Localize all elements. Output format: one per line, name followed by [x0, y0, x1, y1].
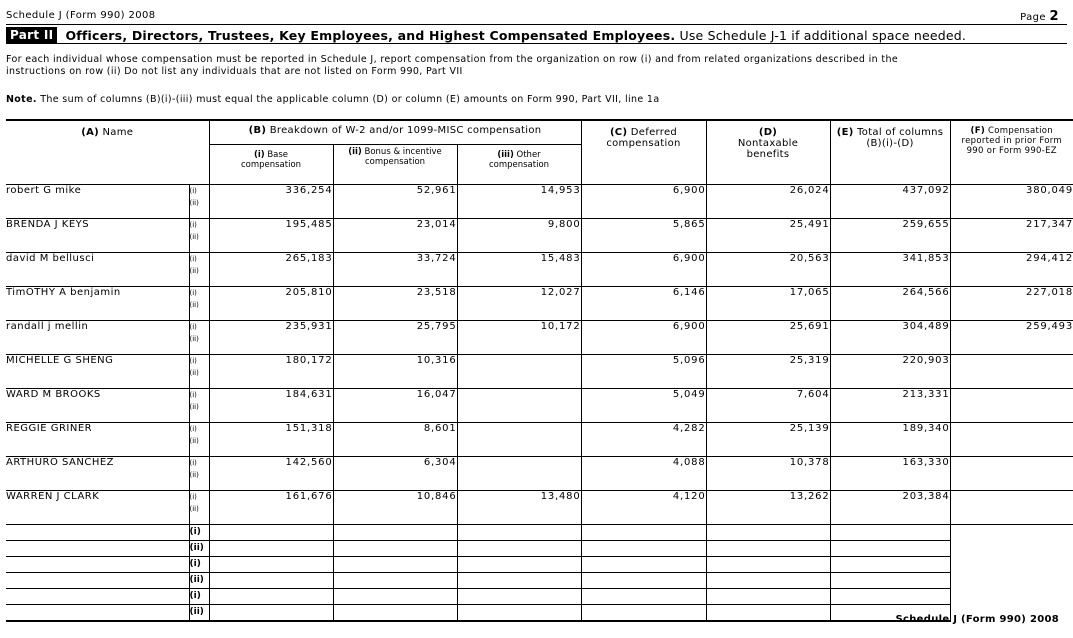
empty-cell — [333, 525, 457, 541]
empty-cell — [457, 589, 581, 605]
cell-nontaxable: 25,491 — [706, 219, 830, 253]
part-title-bold: Officers, Directors, Trustees, Key Employees, and Highest Compensated Employees. — [65, 27, 676, 43]
cell-bonus: 10,316 — [333, 355, 457, 389]
table-row — [6, 355, 1073, 389]
row-ii-label: (ii) — [189, 199, 199, 207]
cell-prior: 217,347 — [950, 219, 1073, 253]
empty-name-cell — [6, 605, 189, 622]
form-id: Schedule J (Form 990) 2008 — [6, 10, 156, 21]
cell-base: 205,810 — [209, 287, 333, 321]
cell-prior: 259,493 — [950, 321, 1073, 355]
part-label: Part II — [6, 27, 57, 43]
row-type-labels — [189, 321, 209, 355]
cell-total: 304,489 — [830, 321, 950, 355]
cell-deferred: 4,088 — [581, 457, 706, 491]
empty-row — [6, 557, 1073, 573]
cell-deferred: 6,900 — [581, 253, 706, 287]
row-i-label: (i) — [189, 323, 197, 331]
part-title-suffix: Use Schedule J-1 if additional space needed. — [675, 27, 967, 43]
cell-prior — [950, 423, 1073, 457]
instructions-line2: instructions on row (ii) Do not list any individuals that are not listed on Form 990, Part VII — [6, 66, 463, 77]
cell-other: 13,480 — [457, 491, 581, 525]
person-name: robert G mike — [6, 185, 189, 219]
row-i-label: (i) — [189, 187, 197, 195]
row-ii-label: (ii) — [189, 335, 199, 343]
empty-cell — [830, 589, 950, 605]
table-row — [6, 185, 1073, 219]
empty-prior-cell — [950, 525, 1073, 622]
col-b1-header: (i) Base compensation — [209, 145, 333, 185]
cell-base: 184,631 — [209, 389, 333, 423]
empty-cell — [209, 541, 333, 557]
table-row — [6, 287, 1073, 321]
col-c-header: (C) Deferred compensation — [581, 120, 706, 185]
empty-cell — [333, 557, 457, 573]
empty-cell — [457, 605, 581, 622]
note-text: The sum of columns (B)(i)-(iii) must equal the applicable column (D) or column (E) amounts on Form 990, Part VII, line 1a — [36, 94, 660, 105]
row-ii-label: (ii) — [189, 573, 209, 589]
page-number: 2 — [1049, 9, 1059, 24]
person-name: randall j mellin — [6, 321, 189, 355]
cell-nontaxable: 17,065 — [706, 287, 830, 321]
cell-bonus: 10,846 — [333, 491, 457, 525]
cell-deferred: 5,096 — [581, 355, 706, 389]
col-d-header: (D) Nontaxable benefits — [706, 120, 830, 185]
cell-base: 142,560 — [209, 457, 333, 491]
empty-cell — [581, 605, 706, 622]
row-ii-label: (ii) — [189, 541, 209, 557]
empty-cell — [706, 589, 830, 605]
footer-form-id: Schedule J (Form 990) 2008 — [895, 614, 1059, 625]
table-row — [6, 321, 1073, 355]
cell-prior: 227,018 — [950, 287, 1073, 321]
empty-cell — [457, 573, 581, 589]
empty-name-cell — [6, 525, 189, 541]
empty-cell — [706, 541, 830, 557]
empty-cell — [581, 573, 706, 589]
row-type-labels — [189, 185, 209, 219]
person-name: TimOTHY A benjamin — [6, 287, 189, 321]
cell-nontaxable: 13,262 — [706, 491, 830, 525]
cell-nontaxable: 26,024 — [706, 185, 830, 219]
cell-nontaxable: 25,319 — [706, 355, 830, 389]
cell-total: 341,853 — [830, 253, 950, 287]
empty-cell — [457, 525, 581, 541]
cell-total: 213,331 — [830, 389, 950, 423]
row-i-label: (i) — [189, 289, 197, 297]
cell-base: 235,931 — [209, 321, 333, 355]
cell-total: 189,340 — [830, 423, 950, 457]
empty-cell — [830, 557, 950, 573]
table-row — [6, 491, 1073, 525]
col-b2-header: (ii) Bonus & incentive compensation — [333, 145, 457, 185]
cell-other — [457, 457, 581, 491]
cell-base: 265,183 — [209, 253, 333, 287]
cell-prior — [950, 491, 1073, 525]
col-f-header: (F) Compensation reported in prior Form 990 or Form 990-EZ — [950, 120, 1073, 185]
cell-total: 203,384 — [830, 491, 950, 525]
empty-name-cell — [6, 557, 189, 573]
cell-base: 161,676 — [209, 491, 333, 525]
row-i-label: (i) — [189, 493, 197, 501]
cell-total: 264,566 — [830, 287, 950, 321]
note-label: Note. — [6, 94, 37, 105]
cell-nontaxable: 25,691 — [706, 321, 830, 355]
row-type-labels — [189, 457, 209, 491]
table-row — [6, 219, 1073, 253]
row-type-labels — [189, 355, 209, 389]
empty-cell — [581, 589, 706, 605]
empty-cell — [706, 605, 830, 622]
table-body — [6, 185, 1073, 622]
cell-total: 163,330 — [830, 457, 950, 491]
row-type-labels — [189, 389, 209, 423]
col-b3-header: (iii) Other compensation — [457, 145, 581, 185]
row-ii-label: (ii) — [189, 605, 209, 622]
cell-base: 151,318 — [209, 423, 333, 457]
cell-total: 259,655 — [830, 219, 950, 253]
note — [6, 94, 660, 106]
table-row — [6, 423, 1073, 457]
cell-deferred: 5,865 — [581, 219, 706, 253]
cell-prior — [950, 457, 1073, 491]
empty-name-cell — [6, 573, 189, 589]
row-ii-label: (ii) — [189, 301, 199, 309]
empty-cell — [457, 557, 581, 573]
empty-cell — [333, 541, 457, 557]
cell-other: 10,172 — [457, 321, 581, 355]
row-ii-label: (ii) — [189, 471, 199, 479]
cell-total: 437,092 — [830, 185, 950, 219]
person-name: BRENDA J KEYS — [6, 219, 189, 253]
cell-bonus: 6,304 — [333, 457, 457, 491]
empty-cell — [706, 557, 830, 573]
cell-other: 12,027 — [457, 287, 581, 321]
cell-bonus: 25,795 — [333, 321, 457, 355]
page-label: Page — [1020, 12, 1046, 23]
empty-name-cell — [6, 541, 189, 557]
col-a-header: (A) Name — [6, 120, 209, 185]
cell-prior: 294,412 — [950, 253, 1073, 287]
table-row — [6, 253, 1073, 287]
empty-cell — [209, 589, 333, 605]
empty-row — [6, 573, 1073, 589]
part-title — [65, 28, 966, 43]
empty-cell — [830, 573, 950, 589]
empty-cell — [830, 525, 950, 541]
cell-deferred: 6,900 — [581, 185, 706, 219]
col-e-header: (E) Total of columns (B)(i)-(D) — [830, 120, 950, 185]
empty-cell — [581, 541, 706, 557]
empty-cell — [333, 573, 457, 589]
cell-deferred: 4,120 — [581, 491, 706, 525]
top-rule — [6, 24, 1067, 25]
row-type-labels — [189, 491, 209, 525]
cell-prior — [950, 355, 1073, 389]
row-ii-label: (ii) — [189, 403, 199, 411]
row-type-labels — [189, 219, 209, 253]
person-name: REGGIE GRINER — [6, 423, 189, 457]
person-name: WARREN J CLARK — [6, 491, 189, 525]
empty-row — [6, 525, 1073, 541]
cell-prior: 380,049 — [950, 185, 1073, 219]
cell-bonus: 8,601 — [333, 423, 457, 457]
compensation-table — [6, 119, 1073, 622]
cell-other — [457, 389, 581, 423]
person-name: MICHELLE G SHENG — [6, 355, 189, 389]
person-name: WARD M BROOKS — [6, 389, 189, 423]
cell-total: 220,903 — [830, 355, 950, 389]
cell-bonus: 33,724 — [333, 253, 457, 287]
cell-base: 195,485 — [209, 219, 333, 253]
empty-cell — [209, 573, 333, 589]
cell-bonus: 23,014 — [333, 219, 457, 253]
empty-cell — [333, 589, 457, 605]
row-type-labels — [189, 253, 209, 287]
cell-bonus: 52,961 — [333, 185, 457, 219]
row-i-label: (i) — [189, 425, 197, 433]
cell-base: 336,254 — [209, 185, 333, 219]
row-i-label: (i) — [189, 525, 209, 541]
table-row — [6, 389, 1073, 423]
instructions-line1: For each individual whose compensation must be reported in Schedule J, report compensation from the organization on row (i) and from related organizations described in the — [6, 54, 899, 65]
person-name: ARTHURO SANCHEZ — [6, 457, 189, 491]
row-i-label: (i) — [189, 391, 197, 399]
empty-name-cell — [6, 589, 189, 605]
cell-nontaxable: 7,604 — [706, 389, 830, 423]
row-i-label: (i) — [189, 557, 209, 573]
empty-row — [6, 541, 1073, 557]
col-b-header: (B) Breakdown of W-2 and/or 1099-MISC compensation — [209, 120, 581, 145]
cell-other: 15,483 — [457, 253, 581, 287]
cell-bonus: 16,047 — [333, 389, 457, 423]
row-i-label: (i) — [189, 589, 209, 605]
person-name: david M bellusci — [6, 253, 189, 287]
cell-other: 14,953 — [457, 185, 581, 219]
empty-cell — [581, 557, 706, 573]
empty-cell — [209, 605, 333, 622]
row-ii-label: (ii) — [189, 437, 199, 445]
row-ii-label: (ii) — [189, 233, 199, 241]
cell-nontaxable: 25,139 — [706, 423, 830, 457]
empty-cell — [209, 525, 333, 541]
cell-deferred: 6,900 — [581, 321, 706, 355]
empty-cell — [333, 605, 457, 622]
empty-row — [6, 589, 1073, 605]
row-ii-label: (ii) — [189, 505, 199, 513]
row-ii-label: (ii) — [189, 369, 199, 377]
cell-nontaxable: 20,563 — [706, 253, 830, 287]
cell-deferred: 6,146 — [581, 287, 706, 321]
row-type-labels — [189, 423, 209, 457]
row-i-label: (i) — [189, 255, 197, 263]
cell-base: 180,172 — [209, 355, 333, 389]
empty-cell — [706, 525, 830, 541]
row-i-label: (i) — [189, 221, 197, 229]
cell-prior — [950, 389, 1073, 423]
cell-other: 9,800 — [457, 219, 581, 253]
cell-nontaxable: 10,378 — [706, 457, 830, 491]
empty-cell — [457, 541, 581, 557]
page-indicator — [1020, 9, 1059, 24]
cell-bonus: 23,518 — [333, 287, 457, 321]
row-ii-label: (ii) — [189, 267, 199, 275]
empty-cell — [581, 525, 706, 541]
cell-other — [457, 355, 581, 389]
row-type-labels — [189, 287, 209, 321]
empty-cell — [830, 541, 950, 557]
instructions — [6, 54, 1006, 78]
empty-cell — [209, 557, 333, 573]
empty-cell — [706, 573, 830, 589]
cell-deferred: 5,049 — [581, 389, 706, 423]
row-i-label: (i) — [189, 357, 197, 365]
cell-deferred: 4,282 — [581, 423, 706, 457]
cell-other — [457, 423, 581, 457]
row-i-label: (i) — [189, 459, 197, 467]
part-header — [6, 27, 1067, 44]
table-row — [6, 457, 1073, 491]
